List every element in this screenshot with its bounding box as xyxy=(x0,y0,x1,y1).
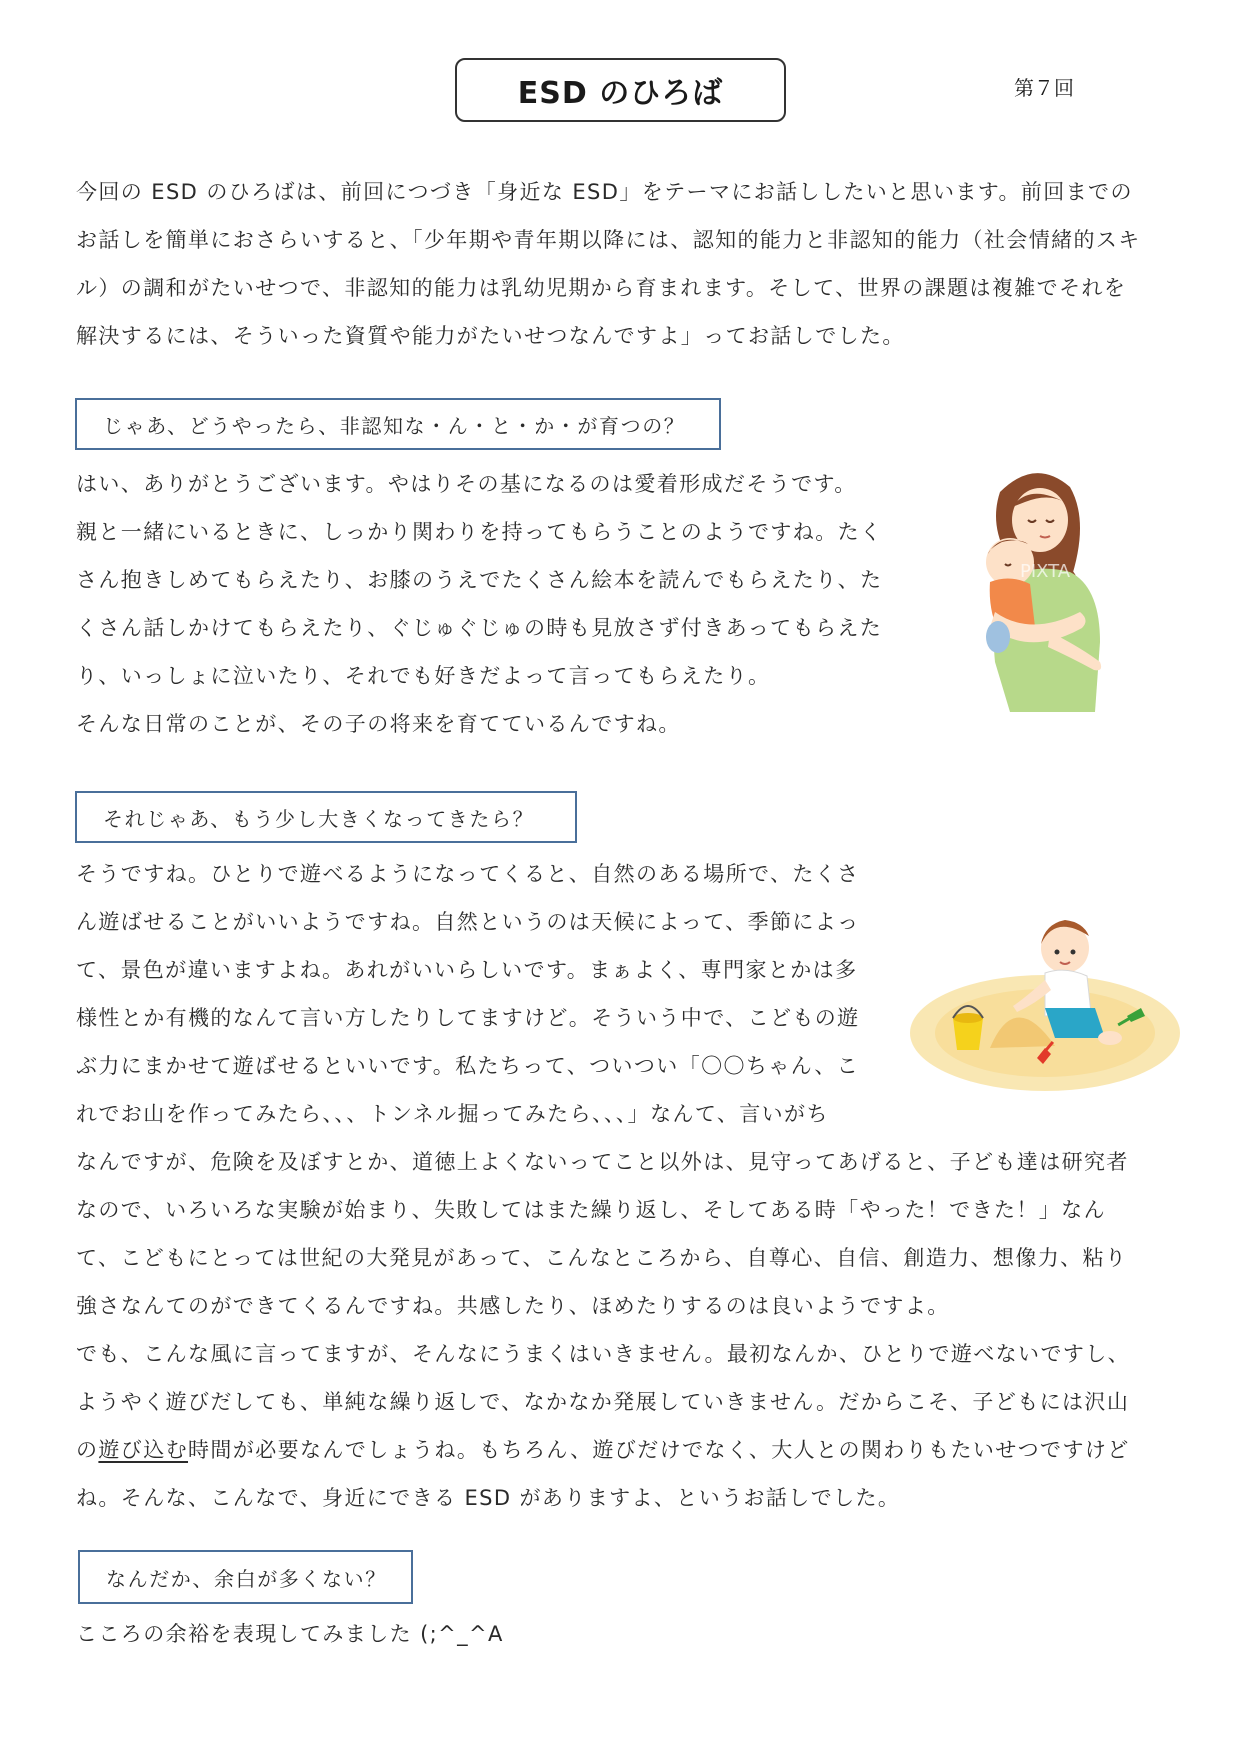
intro-line: お話しを簡単におさらいすると、「少年期や青年期以降には、認知的能力と非認知的能力（社会情緒的スキ xyxy=(76,228,1141,252)
section1-line: 親と一緒にいるときに、しっかり関わりを持ってもらうことのようですね。たく xyxy=(76,520,883,544)
section2-line: ぶ力にまかせて遊ばせるといいです。私たちって、ついつい「〇〇ちゃん、こ xyxy=(76,1054,860,1078)
section2-line: ね。そんな、こんなで、身近にできる ESD がありますよ、というお話しでした。 xyxy=(76,1486,901,1510)
page-title: ESD のひろば xyxy=(455,58,786,122)
section3-answer xyxy=(76,1610,504,1658)
section2-line: て、こどもにとっては世紀の大発見があって、こんなところから、自尊心、自信、創造力、想像力、粘り xyxy=(76,1246,1128,1270)
mother-hugging-child-illustration xyxy=(950,462,1130,722)
question-box-2: それじゃあ、もう少し大きくなってきたら？ xyxy=(75,791,577,843)
text-segment: 時間が必要なんでしょうね。もちろん、遊びだけでなく、大人との関わりもたいせつですけど xyxy=(188,1438,1130,1462)
section1-line: さん抱きしめてもらえたり、お膝のうえでたくさん絵本を読んでもらえたり、た xyxy=(76,568,883,592)
section2-line: なので、いろいろな実験が始まり、失敗してはまた繰り返し、そしてある時「やった！できた！」なん xyxy=(76,1198,1106,1222)
section2-paragraph-narrow xyxy=(76,850,860,1138)
section2-line: ん遊ばせることがいいようですね。自然というのは天候によって、季節によっ xyxy=(76,910,860,934)
section2-line: れでお山を作ってみたら、、、トンネル掘ってみたら、、、」なんて、言いがち xyxy=(76,1102,829,1126)
answer-line: こころの余裕を表現してみました (;^_^A xyxy=(76,1622,504,1646)
text-segment: の xyxy=(76,1438,99,1462)
intro-line: 今回の ESD のひろばは、前回につづき「身近な ESD」をテーマにお話ししたいと思います。前回までの xyxy=(76,180,1133,204)
question-box-1: じゃあ、どうやったら、非認知な・ん・と・か・が育つの？ xyxy=(75,398,721,450)
section1-line: そんな日常のことが、その子の将来を育てているんですね。 xyxy=(76,712,681,736)
section2-line: なんですが、危険を及ぼすとか、道徳上よくないってこと以外は、見守ってあげると、子ども達は研究者 xyxy=(76,1150,1129,1174)
section2-paragraph-wide xyxy=(76,1138,1130,1522)
section2-line: 様性とか有機的なんて言い方したりしてますけど。そういう中で、こどもの遊 xyxy=(76,1006,860,1030)
section2-underlined-line xyxy=(76,1426,1130,1474)
section1-line: り、いっしょに泣いたり、それでも好きだよって言ってもらえたり。 xyxy=(76,664,771,688)
section1-line: はい、ありがとうございます。やはりその基になるのは愛着形成だそうです。 xyxy=(76,472,857,496)
intro-line: ル）の調和がたいせつで、非認知的能力は乳幼児期から育まれます。そして、世界の課題は複雑でそれを xyxy=(76,276,1127,300)
section2-line: ようやく遊びだしても、単純な繰り返しで、なかなか発展していきません。だからこそ、子どもには沢山 xyxy=(76,1390,1130,1414)
section2-line: 強さなんてのができてくるんですね。共感したり、ほめたりするのは良いようですよ。 xyxy=(76,1294,950,1318)
question-box-3: なんだか、余白が多くない？ xyxy=(78,1550,413,1604)
watermark-text: PIXTA xyxy=(1020,561,1071,582)
section2-line: て、景色が違いますよね。あれがいいらしいです。まぁよく、専門家とかは多 xyxy=(76,958,858,982)
section2-line: そうですね。ひとりで遊べるようになってくると、自然のある場所で、たくさ xyxy=(76,862,860,886)
intro-paragraph xyxy=(76,168,1141,360)
underlined-phrase: 遊び込む xyxy=(98,1438,189,1462)
child-playing-sandbox-illustration xyxy=(905,908,1185,1098)
section2-line: でも、こんな風に言ってますが、そんなにうまくはいきません。最初なんか、ひとりで遊べないですし、 xyxy=(76,1342,1131,1366)
issue-number: 第７回 xyxy=(1014,76,1074,100)
intro-line: 解決するには、そういった資質や能力がたいせつなんですよ」ってお話しでした。 xyxy=(76,324,905,348)
section1-line: くさん話しかけてもらえたり、ぐじゅぐじゅの時も見放さず付きあってもらえた xyxy=(76,616,883,640)
section1-paragraph xyxy=(76,460,882,748)
